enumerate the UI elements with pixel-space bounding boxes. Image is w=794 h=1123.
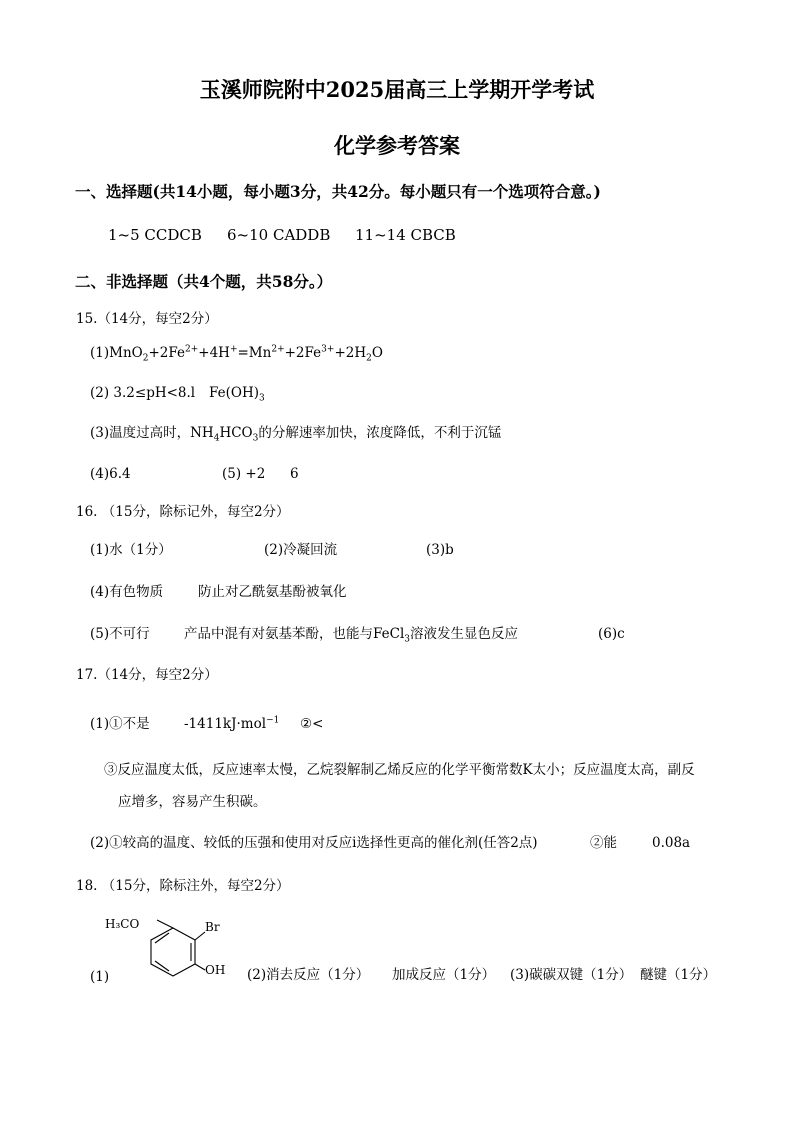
q18-answer-3b: 醚键（1分） bbox=[640, 967, 717, 983]
q17-answer-1d-line2: 应增多，容易产生积碳。 bbox=[118, 794, 267, 810]
q16-answer-4b: 防止对乙酰氨基酚被氧化 bbox=[198, 584, 347, 600]
q18-answer-1: (1) bbox=[90, 969, 110, 985]
q16-answer-5b: 产品中混有对氨基苯酚，也能与FeCl$_3$溶液发生显色反应 bbox=[184, 626, 518, 645]
q17-answer-1b: -1411kJ·mol$^{-1}$ bbox=[184, 715, 280, 732]
q15-header: 15.（14分，每空2分） bbox=[76, 311, 218, 327]
q16-answer-4a: (4)有色物质 bbox=[90, 584, 164, 600]
exam-title: 玉溪师院附中2025届高三上学期开学考试 bbox=[199, 77, 595, 102]
q18-answer-2a: (2)消去反应（1分） bbox=[247, 967, 370, 983]
q16-answer-5a: (5)不可行 bbox=[90, 626, 150, 642]
section1-heading: 一、选择题(共14小题，每小题3分，共42分。每小题只有一个选项符合意。) bbox=[75, 182, 601, 201]
structure-formula bbox=[105, 918, 235, 990]
q18-answer-3a: (3)碳碳双键（1分） bbox=[510, 967, 633, 983]
q17-answer-1a: (1)①不是 bbox=[90, 716, 150, 732]
q15-answer-5: (5) +2 bbox=[222, 466, 266, 482]
q17-answer-2b: ②能 bbox=[590, 835, 617, 851]
answer-key-subtitle: 化学参考答案 bbox=[334, 133, 460, 158]
q17-answer-1c: ②< bbox=[300, 716, 324, 732]
q16-answer-2: (2)冷凝回流 bbox=[264, 542, 338, 558]
hydroxy-label: OH bbox=[205, 963, 226, 977]
q15-answer-1: $(1)MnO_2+2Fe^{2+}+4H^+=Mn^{2+}+2Fe^{3+}+2H_2O$ bbox=[90, 344, 383, 364]
q15-answer-4: (4)6.4 bbox=[90, 466, 131, 482]
q18-answer-2b: 加成反应（1分） bbox=[392, 967, 496, 983]
choice-answers-6-10: 6~10 CADDB bbox=[227, 226, 331, 244]
q16-answer-3: (3)b bbox=[426, 542, 454, 558]
q15-answer-2a: (2) 3.2≤pH<8.l bbox=[90, 385, 196, 401]
q16-answer-6: (6)c bbox=[598, 626, 625, 642]
q16-answer-1: (1)水（1分） bbox=[90, 542, 172, 558]
q18-header: 18. （15分，除标注外，每空2分） bbox=[76, 878, 290, 894]
bromo-label: Br bbox=[205, 920, 220, 934]
q15-answer-2b: $Fe(OH)_3$ bbox=[209, 385, 265, 404]
q17-header: 17.（14分，每空2分） bbox=[76, 667, 218, 683]
section2-heading: 二、非选择题（共4个题，共58分。） bbox=[75, 272, 333, 291]
q17-answer-2c: 0.08a bbox=[652, 835, 691, 851]
methoxy-label: H₃CO bbox=[105, 918, 140, 931]
q16-header: 16. （15分，除标记外，每空2分） bbox=[76, 504, 290, 520]
q15-answer-5-second: 6 bbox=[290, 466, 299, 482]
benzene-ring bbox=[151, 928, 195, 976]
choice-answers-1-5: 1~5 CCDCB bbox=[108, 226, 202, 244]
q15-answer-3: (3)温度过高时，$NH_4HCO_3$的分解速率加快，浓度降低，不利于沉锰 bbox=[90, 425, 502, 444]
q17-answer-1d-line1: ③反应温度太低，反应速率太慢，乙烷裂解制乙烯反应的化学平衡常数K太小；反应温度太高，副反 bbox=[104, 762, 695, 778]
choice-answers-11-14: 11~14 CBCB bbox=[355, 226, 456, 244]
q17-answer-2a: (2)①较高的温度、较低的压强和使用对反应ⅰ选择性更高的催化剂(任答2点) bbox=[90, 835, 538, 851]
